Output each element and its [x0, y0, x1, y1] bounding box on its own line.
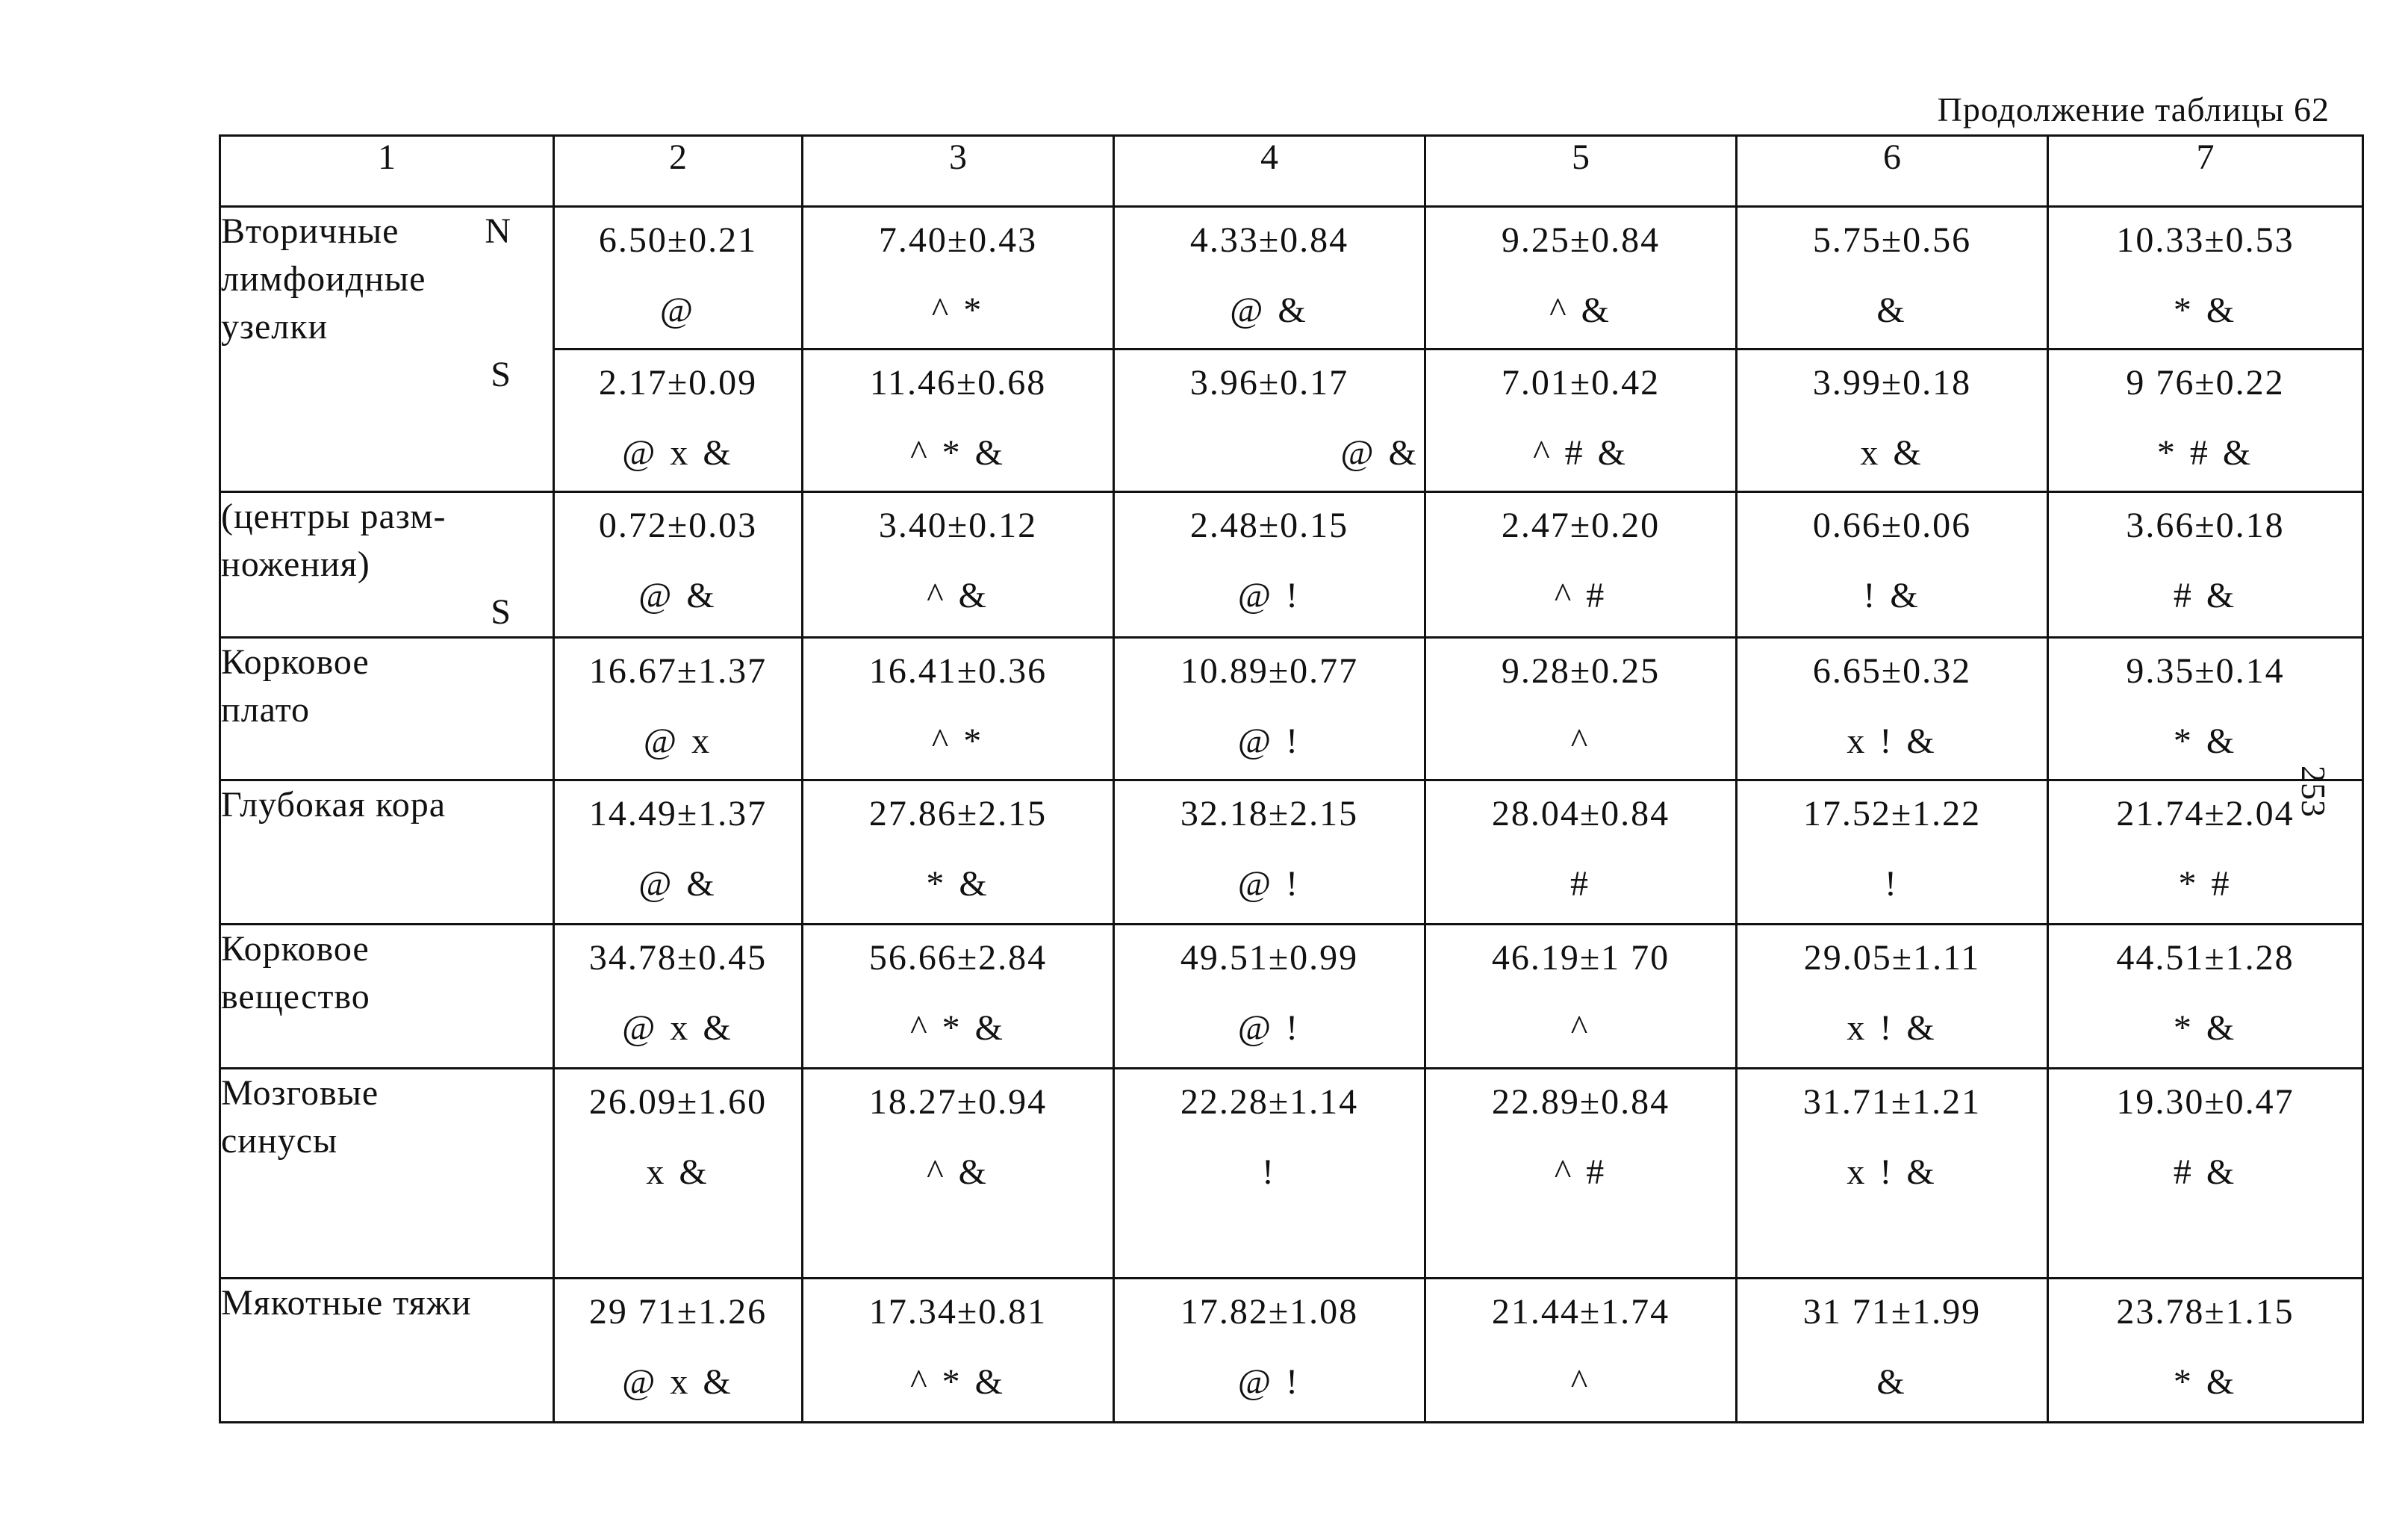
table-cell: [1114, 350, 1425, 492]
column-header: 5: [1425, 136, 1737, 207]
cell-value: 0.72±0.03: [598, 506, 758, 545]
table-row: [220, 780, 2363, 925]
cell-value: 3.96±0.17: [1189, 363, 1349, 403]
cell-marks: * &: [2173, 291, 2238, 330]
column-header: 1: [220, 136, 554, 207]
table-cell: [2048, 925, 2363, 1069]
table-row: [220, 925, 2363, 1069]
table-cell: [554, 638, 803, 780]
cell-value: 29 71±1.26: [588, 1292, 768, 1332]
cell-value: 4.33±0.84: [1189, 220, 1349, 260]
cell-marks: x ! &: [1847, 721, 1938, 761]
cell-value: 14.49±1.37: [588, 794, 768, 833]
table-cell: [1114, 1069, 1425, 1279]
table-cell: [803, 207, 1114, 350]
row-label-line: Вторичные: [221, 211, 399, 251]
table-cell: [803, 1279, 1114, 1423]
cell-marks: x ! &: [1847, 1152, 1938, 1192]
row-label-line: синусы: [221, 1121, 338, 1161]
table-cell: [1114, 638, 1425, 780]
page-number: 253: [2295, 766, 2333, 817]
table-cell: [554, 492, 803, 638]
cell-marks: ^ *: [931, 291, 985, 330]
cell-marks: * &: [2173, 721, 2238, 761]
table-cell: [2048, 492, 2363, 638]
cell-value: 9.28±0.25: [1501, 651, 1661, 691]
cell-value: 18.27±0.94: [868, 1082, 1048, 1122]
cell-value: 2.48±0.15: [1189, 506, 1349, 545]
table-cell: [1737, 638, 2048, 780]
row-label: [220, 638, 554, 780]
cell-value: 44.51±1.28: [2116, 938, 2295, 978]
cell-marks: @ !: [1237, 864, 1301, 904]
table-cell: [1425, 638, 1737, 780]
cell-marks: @ !: [1237, 1008, 1301, 1048]
table-cell: [1737, 780, 2048, 925]
table-cell: [1425, 1069, 1737, 1279]
cell-value: 9.25±0.84: [1501, 220, 1661, 260]
cell-marks: @ !: [1237, 721, 1301, 761]
cell-value: 0.66±0.06: [1812, 506, 1972, 545]
table-cell: [2048, 1279, 2363, 1423]
cell-value: 10.89±0.77: [1180, 651, 1359, 691]
cell-value: 3.40±0.12: [878, 506, 1038, 545]
cell-marks: ! &: [1863, 576, 1921, 615]
cell-value: 7.01±0.42: [1501, 363, 1661, 403]
row-label: [220, 492, 554, 638]
table-cell: [2048, 1069, 2363, 1279]
column-header: 7: [2048, 136, 2363, 207]
cell-value: 19.30±0.47: [2116, 1082, 2295, 1122]
table-cell: [2048, 350, 2363, 492]
table-cell: [1425, 492, 1737, 638]
cell-marks: ^ *: [931, 721, 985, 761]
cell-marks: #: [1570, 864, 1591, 904]
cell-marks: ^ * &: [910, 433, 1006, 473]
cell-value: 34.78±0.45: [588, 938, 768, 978]
cell-value: 17.52±1.22: [1802, 794, 1982, 833]
column-header: 6: [1737, 136, 2048, 207]
cell-value: 49.51±0.99: [1180, 938, 1359, 978]
cell-value: 21.44±1.74: [1491, 1292, 1670, 1332]
cell-marks: ^ #: [1554, 576, 1608, 615]
cell-value: 17.34±0.81: [868, 1292, 1048, 1332]
table-row: [220, 207, 2363, 350]
table-cell: [1114, 207, 1425, 350]
table-cell: [1114, 925, 1425, 1069]
table-cell: [1425, 207, 1737, 350]
table-cell: [1737, 925, 2048, 1069]
cell-marks: * &: [926, 864, 990, 904]
cell-marks: @ &: [1340, 433, 1419, 473]
cell-marks: ^ &: [1549, 291, 1612, 330]
cell-marks: ^ &: [927, 576, 989, 615]
cell-value: 22.28±1.14: [1180, 1082, 1359, 1122]
table-row: [220, 1279, 2363, 1423]
cell-marks: &: [1876, 291, 1908, 330]
cell-marks: x &: [1860, 433, 1924, 473]
row-label: [220, 780, 554, 925]
table-cell: [2048, 638, 2363, 780]
table-cell: [803, 638, 1114, 780]
row-label: [220, 1279, 554, 1423]
cell-marks: ^: [1570, 1362, 1591, 1402]
table-caption: Продолжение таблицы 62: [1937, 90, 2330, 128]
header-row: [220, 136, 2363, 207]
table-cell: [1114, 1279, 1425, 1423]
cell-value: 22.89±0.84: [1491, 1082, 1670, 1122]
cell-value: 6.50±0.21: [598, 220, 758, 260]
table-cell: [554, 350, 803, 492]
column-header: 4: [1114, 136, 1425, 207]
cell-value: 17.82±1.08: [1180, 1292, 1359, 1332]
cell-marks: !: [1885, 864, 1900, 904]
table-cell: [1425, 925, 1737, 1069]
cell-value: 2.17±0.09: [598, 363, 758, 403]
table-cell: [1425, 350, 1737, 492]
cell-value: 28.04±0.84: [1491, 794, 1670, 833]
cell-marks: ^ * &: [910, 1362, 1006, 1402]
cell-value: 5.75±0.56: [1812, 220, 1972, 260]
cell-marks: ^: [1570, 1008, 1591, 1048]
table-cell: [1737, 1069, 2048, 1279]
cell-value: 29.05±1.11: [1803, 938, 1981, 978]
table-cell: [2048, 780, 2363, 925]
cell-value: 21.74±2.04: [2116, 794, 2295, 833]
row-label: [220, 1069, 554, 1279]
table-cell: [2048, 207, 2363, 350]
cell-value: 10.33±0.53: [2116, 220, 2295, 260]
row-label-line: Мозговые: [221, 1073, 379, 1113]
row-label: [220, 207, 554, 492]
table-cell: [1737, 350, 2048, 492]
cell-value: 9 76±0.22: [2126, 363, 2285, 403]
table-row: [220, 1069, 2363, 1279]
cell-value: 56.66±2.84: [868, 938, 1048, 978]
cell-marks: x ! &: [1847, 1008, 1938, 1048]
column-header: 3: [803, 136, 1114, 207]
cell-marks: ^ # &: [1533, 433, 1628, 473]
cell-value: 6.65±0.32: [1812, 651, 1972, 691]
cell-marks: * # &: [2156, 433, 2254, 473]
table-row: [220, 492, 2363, 638]
cell-value: 31 71±1.99: [1802, 1292, 1982, 1332]
table-cell: [554, 1069, 803, 1279]
cell-marks: &: [1876, 1362, 1908, 1402]
cell-marks: * &: [2173, 1362, 2238, 1402]
cell-value: 32.18±2.15: [1180, 794, 1359, 833]
row-label-line: узелки: [221, 307, 329, 347]
cell-value: 27.86±2.15: [868, 794, 1048, 833]
row-label-line: плато: [221, 690, 311, 730]
table-cell: [1425, 1279, 1737, 1423]
table-cell: [803, 350, 1114, 492]
cell-value: 9.35±0.14: [2126, 651, 2285, 691]
table-cell: [1737, 207, 2048, 350]
cell-marks: @ x: [643, 721, 713, 761]
cell-marks: # &: [2173, 576, 2238, 615]
cell-marks: * #: [2178, 864, 2233, 904]
table-cell: [803, 492, 1114, 638]
table-cell: [554, 207, 803, 350]
row-label: [220, 925, 554, 1069]
cell-marks: @ x &: [622, 433, 734, 473]
cell-marks: ^ * &: [910, 1008, 1006, 1048]
cell-value: 2.47±0.20: [1501, 506, 1661, 545]
cell-marks: @: [659, 291, 697, 330]
cell-value: 26.09±1.60: [588, 1082, 768, 1122]
table-cell: [554, 925, 803, 1069]
table-cell: [803, 1069, 1114, 1279]
row-label-line: Корковое: [221, 642, 370, 682]
table-cell: [554, 780, 803, 925]
table-cell: [1737, 492, 2048, 638]
cell-marks: @ &: [1230, 291, 1309, 330]
row-label-line: Глубокая кора: [221, 785, 447, 824]
table-row: [220, 638, 2363, 780]
row-label-suffix: N: [485, 211, 511, 251]
cell-marks: @ &: [638, 864, 718, 904]
row-label-line: ножения): [221, 544, 370, 584]
cell-marks: @ !: [1237, 1362, 1301, 1402]
cell-marks: x &: [646, 1152, 710, 1192]
data-table: [219, 134, 2364, 1423]
cell-value: 3.99±0.18: [1812, 363, 1972, 403]
cell-value: 7.40±0.43: [878, 220, 1038, 260]
row-label-suffix: S: [491, 592, 511, 632]
cell-marks: !: [1262, 1152, 1277, 1192]
cell-marks: * &: [2173, 1008, 2238, 1048]
row-label-line: вещество: [221, 977, 370, 1016]
table-cell: [554, 1279, 803, 1423]
table-cell: [1425, 780, 1737, 925]
column-header: 2: [554, 136, 803, 207]
cell-value: 31.71±1.21: [1802, 1082, 1982, 1122]
row-label-line: Корковое: [221, 929, 370, 969]
cell-marks: @ &: [638, 576, 718, 615]
table-cell: [1114, 492, 1425, 638]
table-cell: [1114, 780, 1425, 925]
cell-value: 16.41±0.36: [868, 651, 1048, 691]
cell-marks: # &: [2173, 1152, 2238, 1192]
row-label-line: лимфоидные: [221, 259, 426, 299]
table-cell: [803, 780, 1114, 925]
cell-value: 23.78±1.15: [2116, 1292, 2295, 1332]
cell-marks: ^: [1570, 721, 1591, 761]
cell-value: 3.66±0.18: [2126, 506, 2285, 545]
cell-value: 46.19±1 70: [1491, 938, 1670, 978]
cell-marks: ^ &: [927, 1152, 989, 1192]
cell-value: 16.67±1.37: [588, 651, 768, 691]
table-cell: [803, 925, 1114, 1069]
cell-marks: @ !: [1237, 576, 1301, 615]
cell-marks: ^ #: [1554, 1152, 1608, 1192]
cell-marks: @ x &: [622, 1008, 734, 1048]
cell-marks: @ x &: [622, 1362, 734, 1402]
row-label-suffix: S: [491, 355, 511, 394]
row-label-line: (центры разм-: [221, 497, 447, 536]
cell-value: 11.46±0.68: [869, 363, 1047, 403]
row-label-line: Мякотные тяжи: [221, 1283, 472, 1323]
table-cell: [1737, 1279, 2048, 1423]
